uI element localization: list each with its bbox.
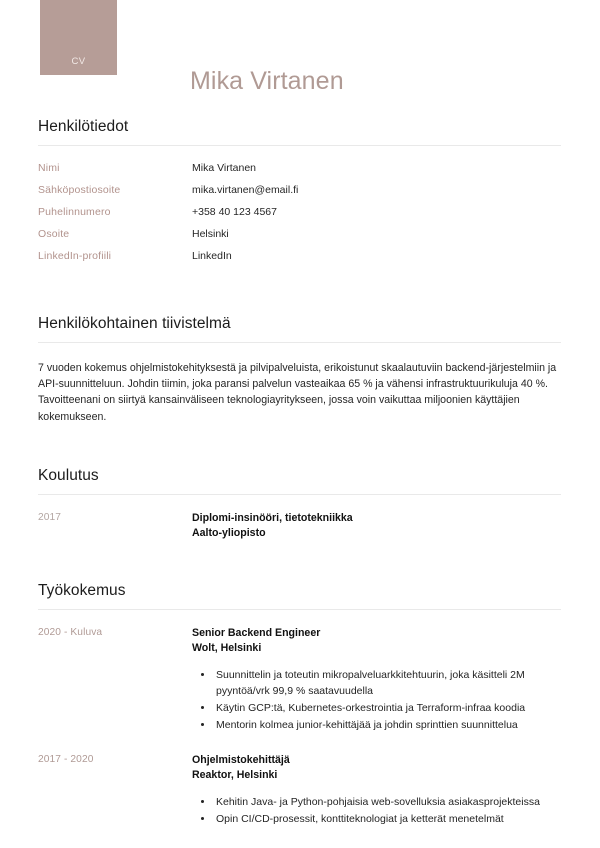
entry-title: Senior Backend Engineer: [192, 626, 321, 639]
detail-row: [38, 184, 561, 206]
list-item: • Käytin GCP:tä, Kubernetes-orkestrointia ja Terraform-infraa koodia: [214, 700, 561, 716]
education-entry: [38, 511, 561, 542]
entry-bullet-list: [192, 667, 561, 733]
education-entries: [38, 511, 561, 542]
entry-body: [192, 511, 561, 542]
detail-value: +358 40 123 4567: [192, 206, 277, 218]
section-title-summary: Henkilökohtainen tiivistelmä: [38, 315, 231, 332]
detail-value: mika.virtanen@email.fi: [192, 184, 299, 196]
experience-entry: [38, 753, 561, 827]
summary-paragraph: 7 vuoden kokemus ohjelmistokehityksestä ja pilvipalveluista, erikoistunut skaalautuviin backend-järjestelmiin ja API-suunnitteluun. Johdin tiimin, joka paransi palvelun vasteaikaa 65 % ja vähensi infrastruktuurikuluja 40 %. Tavoitteenani on siirtyä kansainväliseen teknologiayritykseen, jossa voin vaikuttaa miljoonien käyttäjien kokemukseen.: [38, 362, 557, 423]
section-education: [38, 467, 561, 542]
section-title-education: Koulutus: [38, 466, 99, 484]
section-title-experience: Työkokemus: [38, 581, 126, 599]
section-personal-details: [38, 118, 561, 272]
detail-label: Osoite: [38, 228, 70, 240]
entry-organization: Wolt, Helsinki: [192, 642, 262, 655]
detail-label: Sähköpostiosoite: [38, 184, 121, 196]
entry-title: Diplomi-insinööri, tietotekniikka: [192, 511, 353, 524]
linkedin-profile-link[interactable]: LinkedIn: [192, 250, 232, 262]
detail-row: [38, 250, 561, 272]
entry-date: 2017: [38, 511, 62, 523]
entry-body: [192, 626, 561, 733]
entry-title: Ohjelmistokehittäjä: [192, 753, 290, 766]
list-item: • Opin CI/CD-prosessit, konttiteknologiat ja ketterät menetelmät: [214, 811, 561, 827]
list-item: • Kehitin Java- ja Python-pohjaisia web-sovelluksia asiakasprojekteissa: [214, 794, 561, 810]
cv-badge-label: CV: [71, 56, 86, 67]
detail-label: LinkedIn-profiili: [38, 250, 112, 262]
page-title: Mika Virtanen: [190, 66, 344, 95]
section-divider: [38, 609, 561, 610]
entry-organization: Reaktor, Helsinki: [192, 769, 278, 782]
section-experience: [38, 582, 561, 827]
entry-date: 2020 - Kuluva: [38, 626, 103, 638]
experience-entry: [38, 626, 561, 733]
detail-row: [38, 206, 561, 228]
detail-value: Mika Virtanen: [192, 162, 257, 174]
personal-details-list: [38, 162, 561, 272]
cv-header: [0, 0, 600, 96]
section-divider: [38, 342, 561, 343]
list-item: • Suunnittelin ja toteutin mikropalveluarkkitehtuurin, joka käsitteli 2M pyyntöä/vrk 99,9 % saatavuudella: [214, 667, 561, 699]
entry-date: 2017 - 2020: [38, 753, 94, 765]
experience-entries: [38, 626, 561, 827]
section-summary: [38, 315, 561, 425]
cv-badge: [40, 0, 117, 75]
list-item: • Mentorin kolmea junior-kehittäjää ja johdin sprinttien suunnittelua: [214, 717, 561, 733]
section-divider: [38, 145, 561, 146]
detail-label: Puhelinnumero: [38, 206, 111, 218]
detail-label: Nimi: [38, 162, 60, 174]
detail-row: [38, 228, 561, 250]
section-divider: [38, 494, 561, 495]
section-title-personal-details: Henkilötiedot: [38, 118, 129, 135]
entry-organization: Aalto-yliopisto: [192, 527, 266, 540]
detail-row: [38, 162, 561, 184]
entry-body: [192, 753, 561, 827]
entry-bullet-list: [192, 794, 561, 827]
detail-value: Helsinki: [192, 228, 229, 240]
